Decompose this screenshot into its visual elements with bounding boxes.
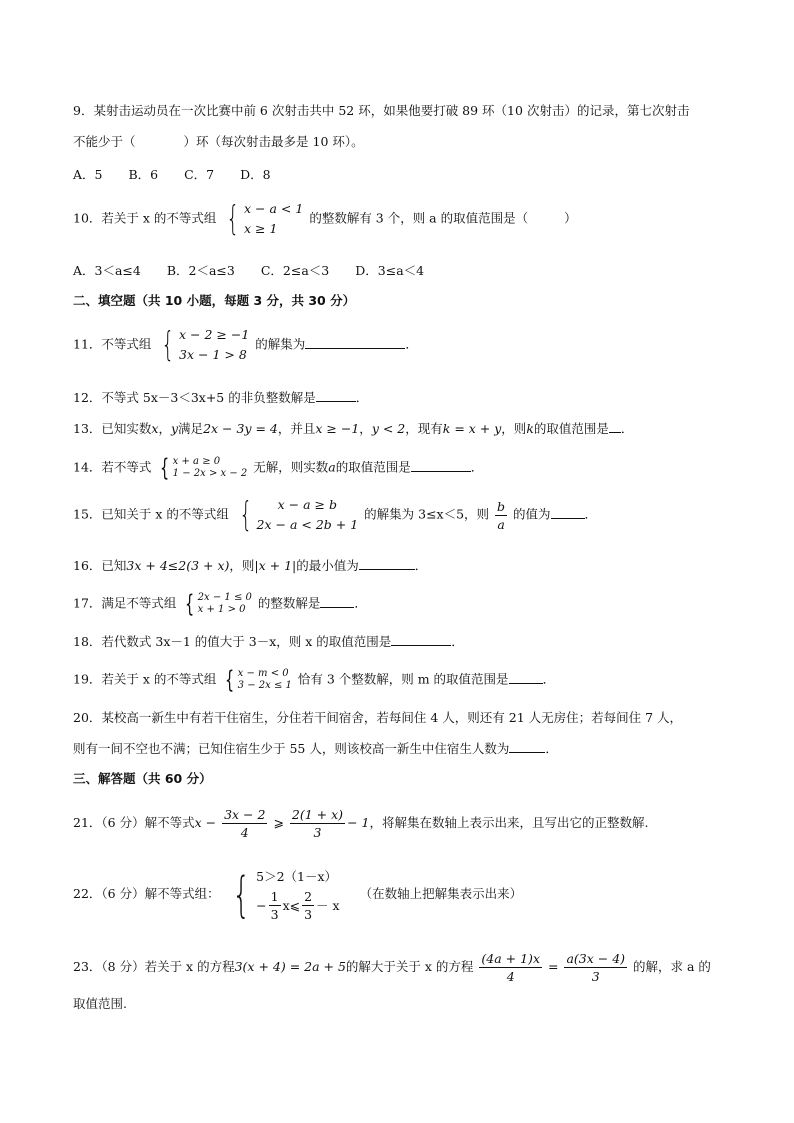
answer-blank [551, 506, 585, 519]
question-9-line-2: 不能少于（ ）环（每次射击最多是 10 环）。 [73, 134, 364, 149]
fraction-b-over-a: $\frac{b}{a}$ [497, 498, 506, 532]
inequality-system: { 2x − 1 ≤ 0 x + 1 > 0 [185, 590, 252, 618]
question-20-line-1: 20．某校高一新生中有若干住宿生，分住若干间宿舍，若每间住 4 人，则还有 21 人无房住；若每间住 7 人， [73, 710, 683, 725]
question-10-options [73, 262, 446, 280]
inequality-system: { x − m < 0 3 − 2x ≤ 1 [225, 666, 292, 694]
inequality-system: { x − 2 ≥ −1 3x − 1 > 8 [161, 325, 250, 365]
section-2-heading: 二、填空题（共 10 小题，每题 3 分，共 30 分） [73, 293, 356, 308]
question-21: 21．（6 分）解不等式x − $\frac{3x - 2}{4}$ ⩾ $\frac{2(1 + x)}{3}$ − 1，将解集在数轴上表示出来，且写出它的正整数解. [73, 807, 649, 840]
question-13: 13．已知实数x，y满足2x − 3y = 4，并且x ≥ −1，y < 2，现有k = x + y，则k的取值范围是 ． [73, 421, 634, 436]
question-10: 10．若关于 x 的不等式组 { x − a < 1 x ≥ 1 的整数解有 3 个，则 a 的取值范围是（ ） [73, 199, 577, 239]
option-b: B．6 [128, 167, 159, 182]
fraction: $\frac{2(1 + x)}{3}$ [291, 807, 344, 840]
option-d: D．8 [240, 167, 271, 182]
answer-blank [316, 389, 356, 402]
answer-blank [359, 557, 415, 570]
inequality-system: { x − a ≥ b 2x − a < 2b + 1 [239, 495, 359, 535]
question-19: 19．若关于 x 的不等式组 { x − m < 0 3 − 2x ≤ 1 恰有 3 个整数解，则 m 的取值范围是 ． [73, 666, 556, 694]
question-12: 12．不等式 5x－3＜3x+5 的非负整数解是 ． [73, 390, 369, 405]
inequality-system: { 5＞2（1－x） − $\frac{1}{3}$ x⩽ $\frac{2}{3}$ － x [231, 866, 340, 923]
question-18: 18．若代数式 3x－1 的值大于 3－x，则 x 的取值范围是 ． [73, 634, 464, 649]
section-3-heading: 三、解答题（共 60 分） [73, 771, 212, 786]
inequality-system: { x + a ≥ 0 1 − 2x > x − 2 [160, 454, 248, 482]
question-11: 11．不等式组 { x − 2 ≥ −1 3x − 1 > 8 的解集为 ． [73, 325, 418, 365]
option-c: C．7 [184, 167, 215, 182]
option-b: B．2＜a≤3 [166, 263, 235, 278]
answer-blank [509, 740, 545, 753]
question-17: 17．满足不等式组 { 2x − 1 ≤ 0 x + 1 > 0 的整数解是 ． [73, 590, 367, 618]
question-15: 15．已知关于 x 的不等式组 { x − a ≥ b 2x − a < 2b + 1 的解集为 3≤x＜5，则 $\frac{b}{a}$ 的值为 ． [73, 495, 598, 535]
option-a: A．5 [73, 167, 103, 182]
answer-blank [509, 671, 543, 684]
question-23-line-2: 取值范围. [73, 996, 127, 1011]
answer-blank [320, 595, 354, 608]
answer-blank [305, 336, 405, 349]
option-a: A．3＜a≤4 [73, 263, 141, 278]
question-9-options [73, 166, 293, 184]
question-9-line-1: 9．某射击运动员在一次比赛中前 6 次射击共中 52 环，如果他要打破 89 环（10 次射击）的记录，第七次射击 [73, 103, 690, 118]
question-16: 16．已知3x + 4≤2(3 + x)，则|x + 1|的最小值为 ． [73, 558, 428, 573]
inequality-system: { x − a < 1 x ≥ 1 [226, 199, 304, 239]
question-23-line-1: 23．（8 分）若关于 x 的方程3(x + 4) = 2a + 5的解大于关于 x 的方程 $\frac{(4a + 1)x}{4}$ = $\frac{a(3x - 4)}{3}$ 的解，求 a 的 [73, 951, 711, 984]
option-d: D．3≤a＜4 [355, 263, 425, 278]
question-20-line-2: 则有一间不空也不满；已知住宿生少于 55 人，则该校高一新生中住宿生人数为 ． [73, 741, 558, 756]
option-c: C．2≤a＜3 [260, 263, 330, 278]
question-22: 22．（6 分）解不等式组： { 5＞2（1－x） − $\frac{1}{3}$ x⩽ $\frac{2}{3}$ － x （在数轴上把解集表示出来） [73, 866, 523, 923]
question-14: 14．若不等式 { x + a ≥ 0 1 − 2x > x − 2 无解，则实数a的取值范围是 ． [73, 454, 484, 482]
answer-blank [411, 459, 471, 472]
fraction: $\frac{3x - 2}{4}$ [224, 807, 266, 840]
answer-blank [391, 633, 451, 646]
fraction: $\frac{a(3x - 4)}{3}$ [566, 951, 626, 984]
answer-blank [609, 420, 621, 433]
fraction: $\frac{(4a + 1)x}{4}$ [481, 951, 540, 984]
